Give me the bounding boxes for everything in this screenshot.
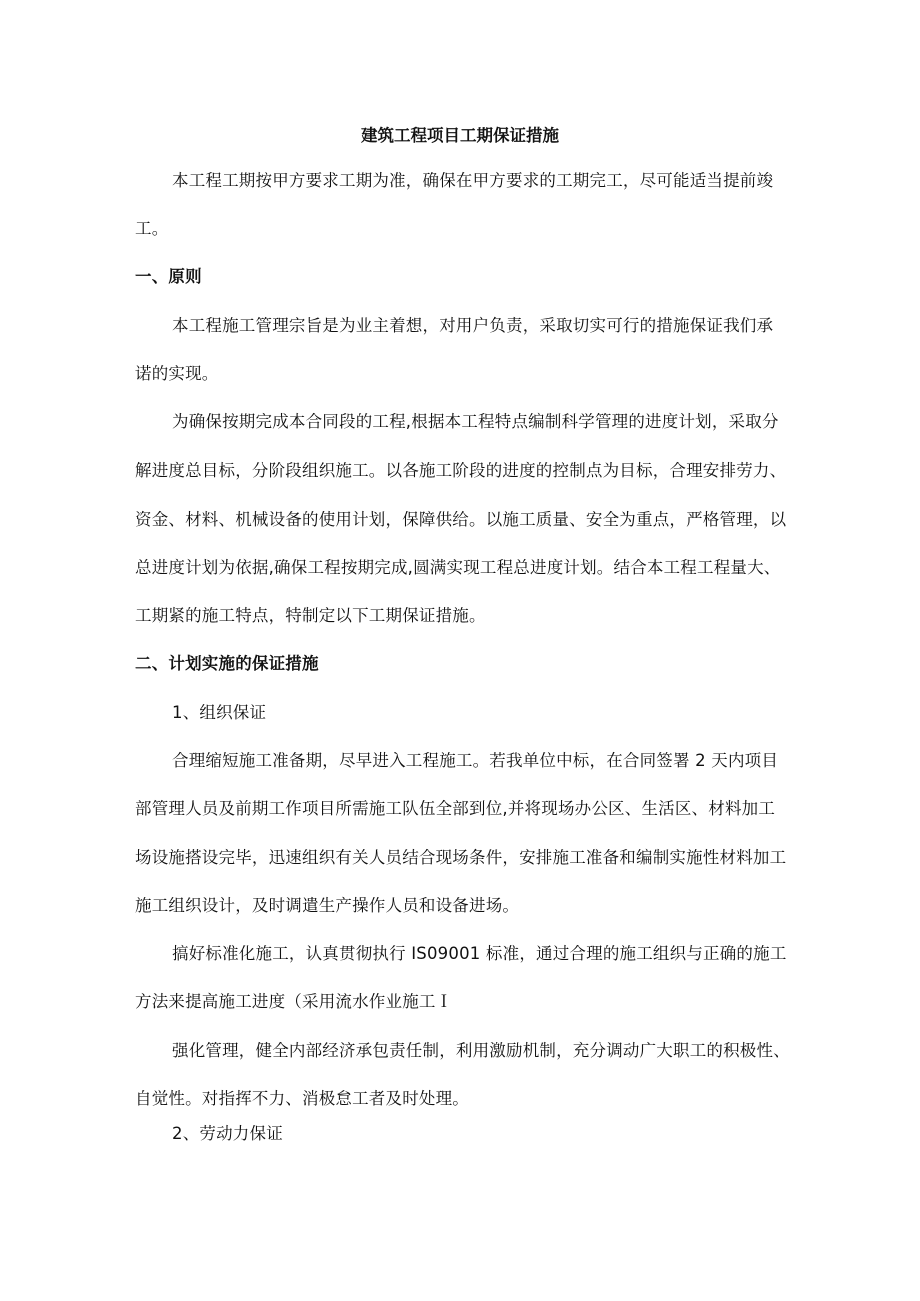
section2-para1-line-4: 施工组织设计，及时调遣生产操作人员和设备进场。 bbox=[135, 896, 520, 915]
section1-para2-line-5: 工期紧的施工特点，特制定以下工期保证措施。 bbox=[135, 606, 486, 625]
section1-para2-line-4: 总进度计划为依据,确保工程按期完成,圆满实现工程总进度计划。结合本工程工程量大、 bbox=[135, 558, 781, 577]
section1-para1-line-1: 本工程施工管理宗旨是为业主着想，对用户负责，采取切实可行的措施保证我们承 bbox=[172, 316, 774, 335]
section2-para1-line-1: 合理缩短施工准备期，尽早进入工程施工。若我单位中标，在合同签署 2 天内项目 bbox=[172, 751, 779, 770]
intro-line-1: 本工程工期按甲方要求工期为准，确保在甲方要求的工期完工，尽可能适当提前竣 bbox=[172, 171, 774, 190]
section2-para2-line-1: 搞好标准化施工，认真贯彻执行 IS09001 标准，通过合理的施工组织与正确的施工 bbox=[172, 944, 787, 963]
section2-heading: 二、计划实施的保证措施 bbox=[135, 654, 319, 673]
section2-para2-line-2: 方法来提高施工进度（采用流水作业施工Ｉ bbox=[135, 992, 453, 1011]
section1-heading: 一、原则 bbox=[135, 267, 202, 286]
section1-para2-line-3: 资金、材料、机械设备的使用计划，保障供给。以施工质量、安全为重点，严格管理，以 bbox=[135, 510, 787, 529]
section2-para1-line-3: 场设施搭设完毕，迅速组织有关人员结合现场条件，安排施工准备和编制实施性材料加工 bbox=[135, 848, 787, 867]
section1-para1-line-2: 诺的实现。 bbox=[135, 364, 219, 383]
section2-subheading-2: 2、劳动力保证 bbox=[172, 1124, 283, 1143]
section2-para3-line-2: 自觉性。对指挥不力、消极怠工者及时处理。 bbox=[135, 1089, 469, 1108]
section2-subheading-1: 1、组织保证 bbox=[172, 703, 267, 722]
section1-para2-line-1: 为确保按期完成本合同段的工程,根据本工程特点编制科学管理的进度计划，采取分 bbox=[172, 412, 779, 431]
section2-para3-line-1: 强化管理，健全内部经济承包责任制，利用激励机制，充分调动广大职工的积极性、 bbox=[172, 1041, 790, 1060]
document-title: 建筑工程项目工期保证措施 bbox=[361, 126, 559, 145]
section2-para1-line-2: 部管理人员及前期工作项目所需施工队伍全部到位,并将现场办公区、生活区、材料加工 bbox=[135, 799, 776, 818]
section1-para2-line-2: 解进度总目标，分阶段组织施工。以各施工阶段的进度的控制点为目标，合理安排劳力、 bbox=[135, 461, 787, 480]
intro-line-2: 工。 bbox=[135, 219, 169, 238]
